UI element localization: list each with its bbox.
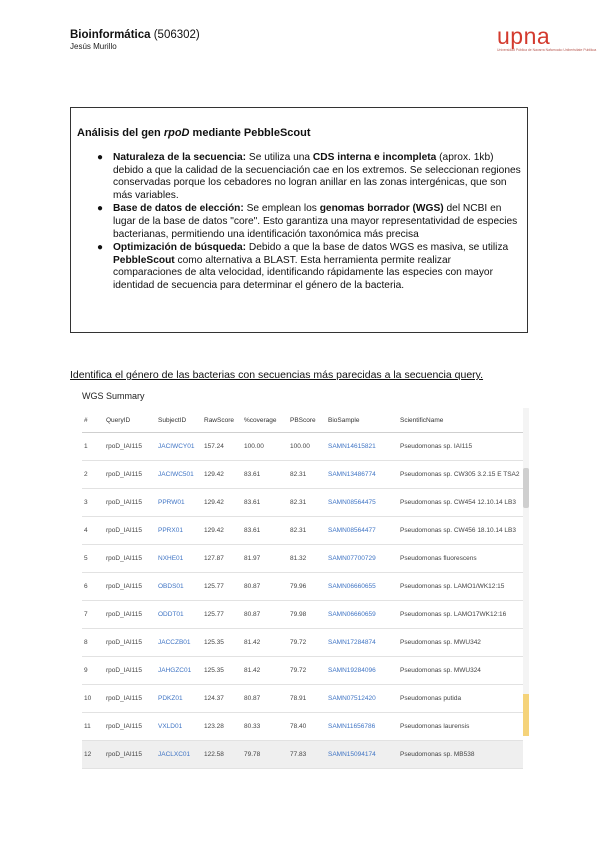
table-link-cell[interactable]: SAMN08564475 bbox=[326, 489, 398, 517]
table-link-cell[interactable]: SAMN14615821 bbox=[326, 433, 398, 461]
table-cell: 80.87 bbox=[242, 573, 288, 601]
table-cell: rpoD_IAI115 bbox=[104, 629, 156, 657]
table-cell: 125.35 bbox=[202, 657, 242, 685]
table-row[interactable] bbox=[82, 545, 523, 573]
table-cell: rpoD_IAI115 bbox=[104, 685, 156, 713]
table-link-cell[interactable]: JACIWCY01 bbox=[156, 433, 202, 461]
table-cell: 80.33 bbox=[242, 713, 288, 741]
table-link-cell[interactable]: SAMN11656786 bbox=[326, 713, 398, 741]
table-cell: rpoD_IAI115 bbox=[104, 741, 156, 769]
table-cell: 81.42 bbox=[242, 629, 288, 657]
bullet-list bbox=[77, 152, 521, 293]
course-title bbox=[70, 28, 200, 42]
table-cell: Pseudomonas sp. LAMO1/WK12:15 bbox=[398, 573, 523, 601]
scrollbar-thumb[interactable] bbox=[523, 468, 529, 508]
table-cell: 10 bbox=[82, 685, 104, 713]
table-cell: 80.87 bbox=[242, 601, 288, 629]
table-cell: 79.72 bbox=[288, 657, 326, 685]
document-header bbox=[70, 28, 200, 52]
table-link-cell[interactable]: SAMN07512420 bbox=[326, 685, 398, 713]
table-cell: rpoD_IAI115 bbox=[104, 657, 156, 685]
table-link-cell[interactable]: SAMN08564477 bbox=[326, 517, 398, 545]
table-cell: 82.31 bbox=[288, 517, 326, 545]
upna-logo bbox=[497, 23, 597, 64]
table-cell: 9 bbox=[82, 657, 104, 685]
table-cell: 100.00 bbox=[242, 433, 288, 461]
table-cell: 5 bbox=[82, 545, 104, 573]
table-cell: 129.42 bbox=[202, 461, 242, 489]
table-cell: 12 bbox=[82, 741, 104, 769]
table-title: WGS Summary bbox=[82, 391, 145, 401]
logo-subtitle: Universidad Pública de Navarra Nafarroako Unibertsitate Publikoa bbox=[497, 48, 597, 52]
table-cell: 3 bbox=[82, 489, 104, 517]
table-cell: Pseudomonas sp. CW454 12.10.14 LB3 bbox=[398, 489, 523, 517]
table-link-cell[interactable]: SAMN17284874 bbox=[326, 629, 398, 657]
summary-box bbox=[70, 107, 528, 333]
course-name: Bioinformática bbox=[70, 29, 151, 41]
logo-wordmark: upna bbox=[497, 23, 551, 49]
table-cell: 82.31 bbox=[288, 461, 326, 489]
table-cell: 83.61 bbox=[242, 461, 288, 489]
table-cell: rpoD_IAI115 bbox=[104, 433, 156, 461]
table-cell: 83.61 bbox=[242, 517, 288, 545]
column-header[interactable]: RawScore bbox=[202, 408, 242, 433]
table-cell: rpoD_IAI115 bbox=[104, 517, 156, 545]
table-cell: 100.00 bbox=[288, 433, 326, 461]
table-cell: 79.72 bbox=[288, 629, 326, 657]
table-cell: 81.97 bbox=[242, 545, 288, 573]
table-cell: Pseudomonas fluorescens bbox=[398, 545, 523, 573]
table-cell: 81.42 bbox=[242, 657, 288, 685]
table-link-cell[interactable]: SAMN19284096 bbox=[326, 657, 398, 685]
table-link-cell[interactable]: PDKZ01 bbox=[156, 685, 202, 713]
table-cell: Pseudomonas laurensis bbox=[398, 713, 523, 741]
gene-name: rpoD bbox=[163, 127, 190, 139]
table-cell: 79.98 bbox=[288, 601, 326, 629]
box-title: Análisis del gen rpoD mediante PebbleScout bbox=[77, 127, 311, 139]
table-cell: rpoD_IAI115 bbox=[104, 461, 156, 489]
table-cell: rpoD_IAI115 bbox=[104, 601, 156, 629]
table-cell: Pseudomonas sp. MB538 bbox=[398, 741, 523, 769]
table-link-cell[interactable]: SAMN06660655 bbox=[326, 573, 398, 601]
table-cell: Pseudomonas sp. IAI115 bbox=[398, 433, 523, 461]
table-cell: Pseudomonas putida bbox=[398, 685, 523, 713]
table-cell: 78.40 bbox=[288, 713, 326, 741]
table-link-cell[interactable]: SAMN13486774 bbox=[326, 461, 398, 489]
author-name: Jesús Murillo bbox=[70, 42, 117, 51]
column-header[interactable]: %coverage bbox=[242, 408, 288, 433]
table-row[interactable] bbox=[82, 517, 523, 545]
bullet-dot-icon: ● bbox=[97, 203, 104, 215]
table-row[interactable] bbox=[82, 573, 523, 601]
table-cell: rpoD_IAI115 bbox=[104, 573, 156, 601]
table-cell: 81.32 bbox=[288, 545, 326, 573]
column-header[interactable]: BioSample bbox=[326, 408, 398, 433]
table-cell: 124.37 bbox=[202, 685, 242, 713]
table-link-cell[interactable]: SAMN07700729 bbox=[326, 545, 398, 573]
table-link-cell[interactable]: PPRW01 bbox=[156, 489, 202, 517]
table-cell: 125.77 bbox=[202, 573, 242, 601]
table-header-row bbox=[82, 408, 523, 433]
bullet-item: ● Optimización de búsqueda: Debido a que la base de datos WGS es masiva, se utiliza PebbleScout como alternativa a BLAST. Esta herramienta permite realizar comparaciones de alta velocidad, identificando rápidamente las especies con mayor identidad de secuencia para determinar el género de la bacteria. bbox=[97, 242, 509, 291]
table-cell: 129.42 bbox=[202, 517, 242, 545]
bullet-dot-icon: ● bbox=[97, 152, 104, 163]
table-cell: 1 bbox=[82, 433, 104, 461]
table-cell: 80.87 bbox=[242, 685, 288, 713]
table-row[interactable] bbox=[82, 741, 523, 769]
table-cell: Pseudomonas sp. MWU342 bbox=[398, 629, 523, 657]
table-link-cell[interactable]: NXHE01 bbox=[156, 545, 202, 573]
table-cell: 123.28 bbox=[202, 713, 242, 741]
table-link-cell[interactable]: ODDT01 bbox=[156, 601, 202, 629]
table-cell: 6 bbox=[82, 573, 104, 601]
bullet-item: ● Base de datos de elección: Se emplean los genomas borrador (WGS) del NCBI en lugar de la base de datos "core". Esto garantiza una mayor representatividad de especies bacterianas, permitiendo una identificación taxonómica más precisa bbox=[97, 203, 518, 240]
table-link-cell[interactable]: OBDS01 bbox=[156, 573, 202, 601]
table-row[interactable] bbox=[82, 433, 523, 461]
table-row[interactable] bbox=[82, 489, 523, 517]
column-header[interactable]: ScientificName bbox=[398, 408, 523, 433]
table-cell: Pseudomonas sp. CW456 18.10.14 LB3 bbox=[398, 517, 523, 545]
table-cell: 127.87 bbox=[202, 545, 242, 573]
highlight-marker bbox=[523, 694, 529, 736]
column-header[interactable]: SubjectID bbox=[156, 408, 202, 433]
bullet-item: ● Naturaleza de la secuencia: Se utiliza una CDS interna e incompleta (aprox. 1kb) debido a que la calidad de la secuenciación cae en los extremos. Se seleccionan regiones conservadas porque los cebadores no logran anillar en las zonas intergénicas, que son más variables. bbox=[97, 152, 521, 201]
wgs-summary-table bbox=[82, 408, 529, 758]
vertical-scrollbar[interactable] bbox=[523, 408, 529, 736]
table-cell: 79.78 bbox=[242, 741, 288, 769]
table-cell: 7 bbox=[82, 601, 104, 629]
table-cell: 125.77 bbox=[202, 601, 242, 629]
column-header[interactable]: PBScore bbox=[288, 408, 326, 433]
table-row[interactable] bbox=[82, 657, 523, 685]
table-cell: rpoD_IAI115 bbox=[104, 489, 156, 517]
question-text: Identifica el género de las bacterias con secuencias más parecidas a la secuencia query. bbox=[70, 369, 484, 381]
table-cell: 83.61 bbox=[242, 489, 288, 517]
table-link-cell[interactable]: SAMN06660659 bbox=[326, 601, 398, 629]
table-body bbox=[82, 433, 523, 769]
course-code: (506302) bbox=[153, 29, 200, 41]
table-cell: 77.83 bbox=[288, 741, 326, 769]
table-link-cell[interactable]: JACIWC501 bbox=[156, 461, 202, 489]
table-cell: rpoD_IAI115 bbox=[104, 545, 156, 573]
table-cell: 2 bbox=[82, 461, 104, 489]
table-cell: 122.58 bbox=[202, 741, 242, 769]
table-link-cell[interactable]: JACLXC01 bbox=[156, 741, 202, 769]
table-cell: 11 bbox=[82, 713, 104, 741]
column-header[interactable]: # bbox=[82, 408, 104, 433]
table-link-cell[interactable]: PPRX01 bbox=[156, 517, 202, 545]
table-link-cell[interactable]: VXLD01 bbox=[156, 713, 202, 741]
table-cell: 129.42 bbox=[202, 489, 242, 517]
table-row[interactable] bbox=[82, 713, 523, 741]
bullet-dot-icon: ● bbox=[97, 242, 104, 254]
results-table bbox=[82, 408, 523, 769]
table-cell: 82.31 bbox=[288, 489, 326, 517]
column-header[interactable]: QueryID bbox=[104, 408, 156, 433]
table-cell: 157.24 bbox=[202, 433, 242, 461]
table-cell: 8 bbox=[82, 629, 104, 657]
table-row[interactable] bbox=[82, 461, 523, 489]
table-cell: rpoD_IAI115 bbox=[104, 713, 156, 741]
table-cell: 125.35 bbox=[202, 629, 242, 657]
table-cell: 78.91 bbox=[288, 685, 326, 713]
table-cell: 4 bbox=[82, 517, 104, 545]
table-cell: Pseudomonas sp. MWU324 bbox=[398, 657, 523, 685]
table-cell: Pseudomonas sp. CW305 3.2.15 E TSA2 bbox=[398, 461, 523, 489]
table-link-cell[interactable]: JAHGZC01 bbox=[156, 657, 202, 685]
table-row[interactable] bbox=[82, 685, 523, 713]
table-link-cell[interactable]: SAMN15094174 bbox=[326, 741, 398, 769]
table-row[interactable] bbox=[82, 601, 523, 629]
table-link-cell[interactable]: JACCZB01 bbox=[156, 629, 202, 657]
table-cell: Pseudomonas sp. LAMO17WK12:16 bbox=[398, 601, 523, 629]
table-row[interactable] bbox=[82, 629, 523, 657]
table-cell: 79.96 bbox=[288, 573, 326, 601]
